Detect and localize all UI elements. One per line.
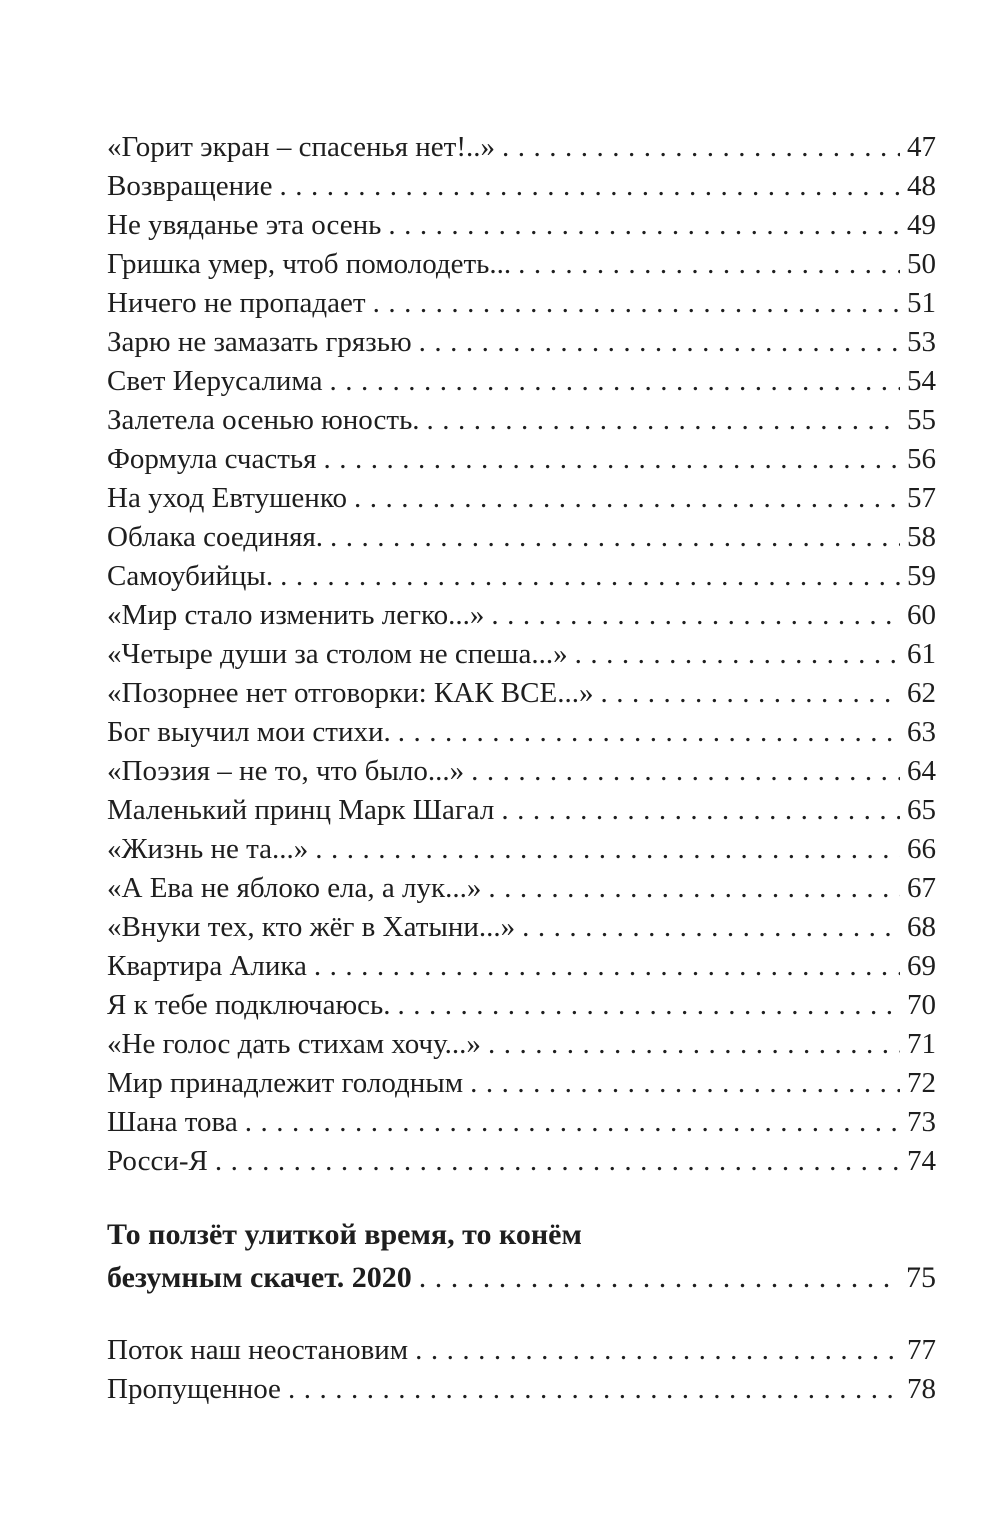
toc-entry-page: 56 [907, 443, 936, 475]
dot-leader [354, 479, 900, 518]
toc-entry [107, 752, 936, 791]
toc-entry [107, 440, 936, 479]
toc-entry [107, 1025, 936, 1064]
toc-entry-page: 66 [907, 833, 936, 865]
toc-entry-page: 74 [907, 1145, 936, 1177]
dot-leader [491, 596, 900, 635]
toc-entry-title: Бог выучил мои стихи. [107, 716, 391, 748]
toc-entry [107, 284, 936, 323]
toc-entry [107, 1256, 936, 1299]
toc-entry-page: 78 [907, 1373, 936, 1405]
toc-entry [107, 479, 936, 518]
dot-leader [245, 1103, 900, 1142]
toc-entry-page: 69 [907, 950, 936, 982]
toc-entry [107, 1331, 936, 1370]
toc-entry [107, 167, 936, 206]
dot-leader [279, 167, 900, 206]
dot-leader [415, 1331, 900, 1370]
toc-entry-title: Росси-Я [107, 1145, 208, 1177]
toc-entry-page: 65 [907, 794, 936, 826]
toc-entry-title: «Не голос дать стихам хочу...» [107, 1028, 481, 1060]
toc-entry-page: 73 [907, 1106, 936, 1138]
dot-leader [488, 1025, 900, 1064]
toc-entry-page: 60 [907, 599, 936, 631]
dot-leader [398, 713, 900, 752]
dot-leader [373, 284, 900, 323]
toc-entry-page: 67 [907, 872, 936, 904]
dot-leader [488, 869, 900, 908]
dot-leader [419, 1256, 900, 1299]
toc-entry [107, 206, 936, 245]
toc-entry-page: 75 [906, 1261, 936, 1294]
toc-entry-title: Ничего не пропадает [107, 287, 366, 319]
toc-entry-title: «Поэзия – не то, что было...» [107, 755, 465, 787]
toc-entry-page: 54 [907, 365, 936, 397]
toc-section-heading [107, 1213, 936, 1299]
dot-leader [398, 986, 900, 1025]
toc-entry-page: 59 [907, 560, 936, 592]
toc-entry-title: Шана това [107, 1106, 238, 1138]
toc-entry [107, 596, 936, 635]
toc-entry-page: 53 [907, 326, 936, 358]
toc-entry-title: «Горит экран – спасенья нет!..» [107, 131, 496, 163]
toc-entry-title: «А Ева не яблоко ела, а лук...» [107, 872, 482, 904]
toc-entry-page: 70 [907, 989, 936, 1021]
toc-entry [107, 635, 936, 674]
toc-entry-page: 55 [907, 404, 936, 436]
toc-entry [107, 1103, 936, 1142]
toc-entry-title: Не увяданье эта осень [107, 209, 382, 241]
section-title-line1: То ползёт улиткой время, то конём [107, 1218, 582, 1251]
dot-leader [315, 830, 900, 869]
toc-entry-title: На уход Евтушенко [107, 482, 347, 514]
toc-entry-title: «Жизнь не та...» [107, 833, 309, 865]
toc-entry-title: Формула счастья [107, 443, 317, 475]
toc-entry-page: 48 [907, 170, 936, 202]
toc-list-after [107, 1331, 936, 1409]
toc-entry-title: Зарю не замазать грязью [107, 326, 412, 358]
toc-entry [107, 1064, 936, 1103]
toc-entry [107, 869, 936, 908]
dot-leader [330, 518, 900, 557]
dot-leader [522, 908, 900, 947]
toc-entry [107, 557, 936, 596]
toc-entry [107, 947, 936, 986]
dot-leader [471, 752, 900, 791]
toc-entry-title: Гришка умер, чтоб помолодеть... [107, 248, 512, 280]
toc-entry [107, 908, 936, 947]
toc-entry-page: 47 [907, 131, 936, 163]
toc-entry [107, 362, 936, 401]
dot-leader [427, 401, 900, 440]
toc-entry-title: Залетела осенью юность. [107, 404, 420, 436]
toc-entry-page: 72 [907, 1067, 936, 1099]
toc-entry-page: 49 [907, 209, 936, 241]
dot-leader [280, 557, 900, 596]
toc-entry-title: «Внуки тех, кто жёг в Хатыни...» [107, 911, 516, 943]
toc-entry [107, 128, 936, 167]
dot-leader [518, 245, 900, 284]
dot-leader [329, 362, 900, 401]
dot-leader [502, 128, 900, 167]
dot-leader [501, 791, 900, 830]
toc-entry-title: «Позорнее нет отговорки: КАК ВСЕ...» [107, 677, 594, 709]
toc-entry-page: 71 [907, 1028, 936, 1060]
toc-entry [107, 1370, 936, 1409]
toc-entry-title: «Мир стало изменить легко...» [107, 599, 485, 631]
toc-entry-title: Маленький принц Марк Шагал [107, 794, 495, 826]
dot-leader [600, 674, 900, 713]
toc-entry-page: 57 [907, 482, 936, 514]
toc-entry-title: Самоубийцы. [107, 560, 274, 592]
dot-leader [314, 947, 900, 986]
toc-entry-page: 63 [907, 716, 936, 748]
toc-entry-page: 64 [907, 755, 936, 787]
toc-entry [107, 830, 936, 869]
toc-entry-title: Облака соединяя. [107, 521, 324, 553]
toc-entry [107, 674, 936, 713]
toc-entry-title: Я к тебе подключаюсь. [107, 989, 391, 1021]
toc-entry [107, 518, 936, 557]
dot-leader [470, 1064, 900, 1103]
dot-leader [324, 440, 901, 479]
section-title-line2: безумным скачет. 2020 [107, 1261, 412, 1294]
toc-list-main [107, 128, 936, 1181]
toc-entry [107, 245, 936, 284]
toc-entry [107, 791, 936, 830]
toc-entry [107, 1142, 936, 1181]
dot-leader [575, 635, 900, 674]
toc-entry-title: «Четыре души за столом не спеша...» [107, 638, 568, 670]
toc-entry-page: 62 [907, 677, 936, 709]
dot-leader [388, 206, 900, 245]
toc-entry [107, 713, 936, 752]
toc-entry [107, 986, 936, 1025]
toc-entry-page: 77 [907, 1334, 936, 1366]
dot-leader [288, 1370, 900, 1409]
toc-entry-page: 50 [907, 248, 936, 280]
toc-entry-page: 61 [907, 638, 936, 670]
toc-entry [107, 401, 936, 440]
toc-entry-title: Пропущенное [107, 1373, 281, 1405]
toc-entry-title: Свет Иерусалима [107, 365, 323, 397]
toc-entry-title: Квартира Алика [107, 950, 307, 982]
toc-entry-title: Возвращение [107, 170, 273, 202]
toc-entry-title: Поток наш неостановим [107, 1334, 409, 1366]
toc-entry-page: 58 [907, 521, 936, 553]
toc-entry-page: 51 [907, 287, 936, 319]
toc-entry-title: Мир принадлежит голодным [107, 1067, 464, 1099]
toc-entry [107, 323, 936, 362]
dot-leader [419, 323, 900, 362]
dot-leader [215, 1142, 900, 1181]
toc-entry-page: 68 [907, 911, 936, 943]
